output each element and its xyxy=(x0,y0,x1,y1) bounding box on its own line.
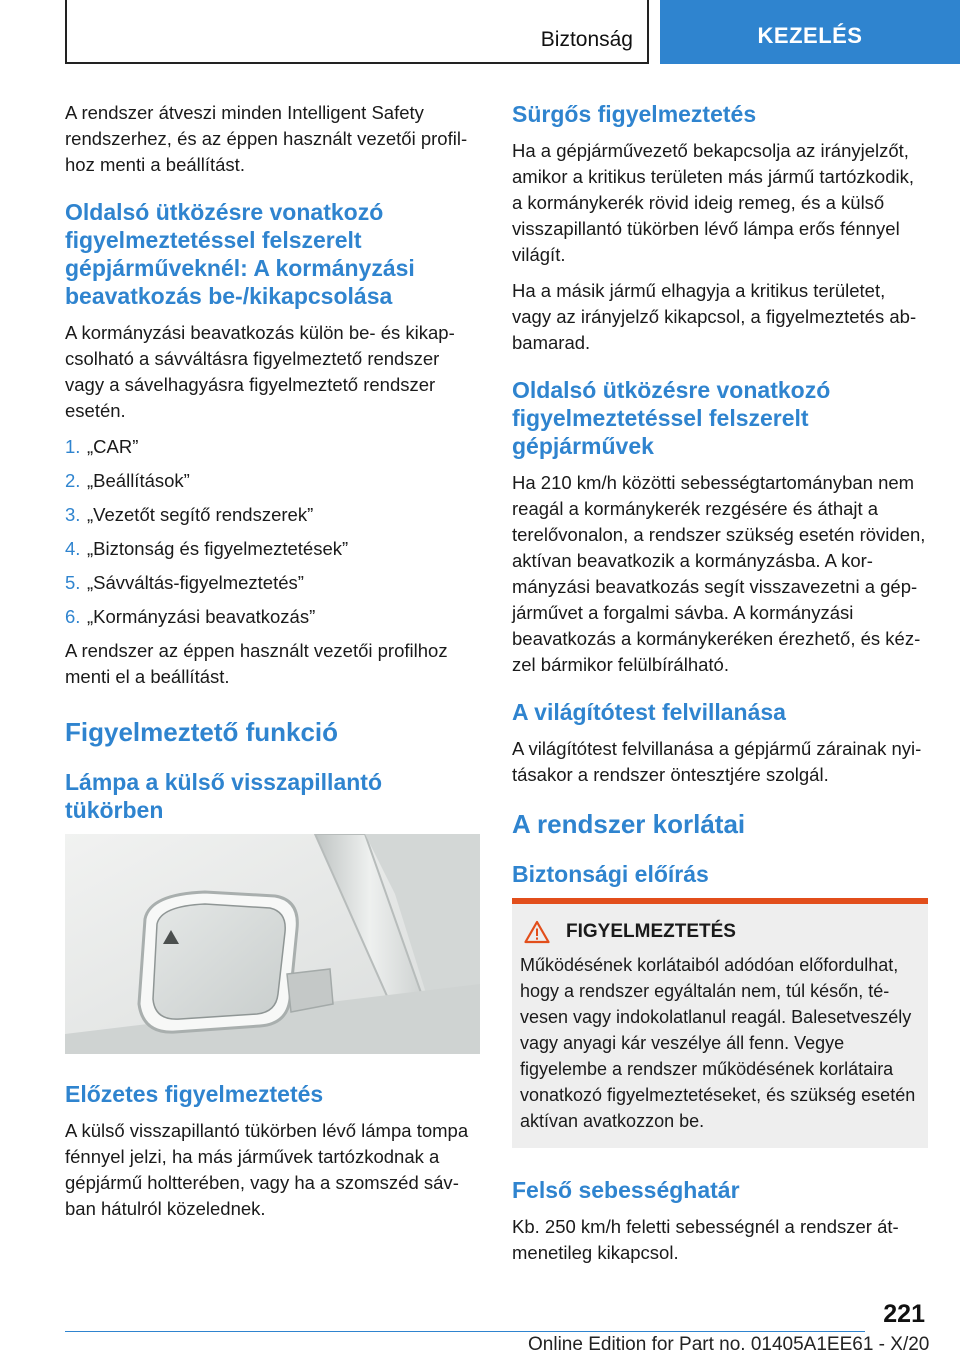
heading-safety-notice: Biztonsági előírás xyxy=(512,861,709,887)
mirror-photo xyxy=(65,834,480,1054)
step-text: „CAR” xyxy=(87,436,139,457)
paragraph-urgent-1: Ha a gépjárművezető bekapcsolja az irányjelzőt, amikor a kritikus területen más jármű tartózkodik, a kormánykerék rövid ideig remeg, és a külső visszapillantó tükörben lévő lámpa erős fénnyel világít. xyxy=(512,140,914,265)
step-number: 4. xyxy=(65,538,81,559)
heading-steering-toggle: Oldalsó ütközésre vonatkozó figyelmeztetéssel felszerelt gépjárműveknél: A kormányzási beavatkozás be-/kikapcsolása xyxy=(65,199,415,309)
paragraph-profile: A rendszer az éppen használt vezetői profilhoz menti el a beállítást. xyxy=(65,640,448,687)
step-text: „Vezetőt segítő rendszerek” xyxy=(87,504,314,525)
heading-light-flash: A világítótest felvillanása xyxy=(512,699,786,725)
list-item xyxy=(65,604,480,630)
heading-mirror-lamp: Lámpa a külső visszapillantó tükörben xyxy=(65,769,382,823)
step-number: 3. xyxy=(65,504,81,525)
step-text: „Kormányzási beavatkozás” xyxy=(87,606,316,627)
list-item xyxy=(65,502,480,528)
warning-title-row xyxy=(520,920,920,944)
footer-divider xyxy=(65,1331,865,1332)
list-item xyxy=(65,570,480,596)
header-section-title: Biztonság xyxy=(540,28,633,51)
step-text: „Biztonság és figyelmeztetések” xyxy=(87,538,349,559)
paragraph-urgent-2: Ha a másik jármű elhagyja a kritikus területet, vagy az irányjelző kikapcsol, a figyelmeztetés abbamarad. xyxy=(512,280,917,353)
step-text: „Sávváltás-figyelmeztetés” xyxy=(87,572,304,593)
paragraph-light-flash: A világítótest felvillanása a gépjármű zárainak nyitásakor a rendszer öntesztjére szolgál. xyxy=(512,738,922,785)
paragraph-steering: A kormányzási beavatkozás külön be- és kikapcsolható a sávváltásra figyelmeztető rendszer vagy a sávelhagyásra figyelmeztető rendszer esetén. xyxy=(65,322,455,421)
warning-title: FIGYELMEZTETÉS xyxy=(566,921,736,942)
warning-text: Működésének korlátaiból adódóan előfordulhat, hogy a rendszer egyáltalán nem, túl későn, tévesen vagy indokolatlanul reagál. Balesetveszély vagy anyagi kár veszélye áll fenn. Vegye figyelembe a rendszer működésének korlátaira vonatkozó figyelmeztetéseket, és szükség esetén aktívan avatkozzon be. xyxy=(520,955,916,1131)
heading-urgent-warning: Sürgős figyelmeztetés xyxy=(512,101,757,127)
page-number: 221 xyxy=(883,1300,925,1328)
heading-system-limits: A rendszer korlátai xyxy=(512,809,746,839)
intro-paragraph: A rendszer átveszi minden Intelligent Safety rendszerhez, és az éppen használt vezetői profilhoz menti a beállítást. xyxy=(65,102,468,175)
heading-speed-limit: Felső sebességhatár xyxy=(512,1177,740,1203)
step-text: „Beállítások” xyxy=(87,470,190,491)
warning-triangle-icon xyxy=(524,920,550,944)
steps-list xyxy=(65,434,480,630)
step-number: 2. xyxy=(65,470,81,491)
page-header xyxy=(65,0,649,64)
warning-box xyxy=(512,898,928,1148)
list-item xyxy=(65,536,480,562)
step-number: 6. xyxy=(65,606,81,627)
side-mirror-illustration xyxy=(65,834,480,1054)
step-number: 5. xyxy=(65,572,81,593)
header-chapter-tab: KEZELÉS xyxy=(660,0,960,64)
right-column xyxy=(512,100,928,1276)
paragraph-speed-limit: Kb. 250 km/h feletti sebességnél a rendszer átmenetileg kikapcsol. xyxy=(512,1216,899,1263)
heading-side-collision: Oldalsó ütközésre vonatkozó figyelmeztetéssel felszerelt gépjárművek xyxy=(512,377,831,459)
heading-pre-warning: Előzetes figyelmeztetés xyxy=(65,1081,324,1107)
footer-edition: Online Edition for Part no. 01405A1EE61 - X/20 xyxy=(528,1334,930,1355)
list-item xyxy=(65,434,480,460)
list-item xyxy=(65,468,480,494)
left-column xyxy=(65,100,480,1232)
paragraph-pre-warning: A külső visszapillantó tükörben lévő lámpa tompa fénnyel jelzi, ha más járművek tartózkodnak a gépjármű holtterében, vagy ha a szomszéd sávban hátulról közelednek. xyxy=(65,1120,469,1219)
paragraph-side-collision: Ha 210 km/h közötti sebességtartományban nem reagál a kormánykerék rezgésére és áthajt a terelővonalon, a rendszer szükség esetén röviden, aktívan beavatkozik a kormányzásba. A kormányzási beavatkozás segít visszavezetni a gépjárművet a forgalmi sávba. A kormányzási beavatkozás a kormánykeréken érezhető, és kézzel bármikor felülbírálható. xyxy=(512,472,926,675)
heading-warning-function: Figyelmeztető funkció xyxy=(65,717,339,747)
step-number: 1. xyxy=(65,436,81,457)
